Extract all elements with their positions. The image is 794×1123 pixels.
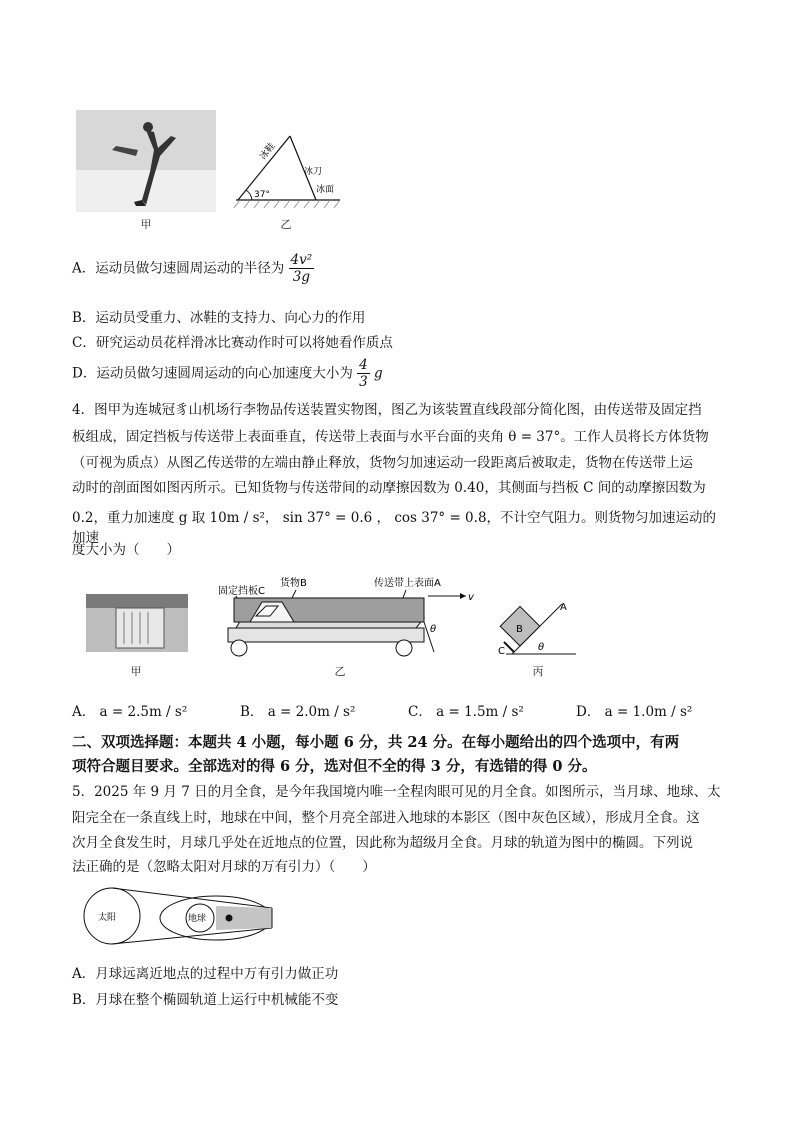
- q4-option-d: D． a = 1.0m / s²: [576, 704, 693, 720]
- q4-line-1: 4．图甲为连城冠豸山机场行李物品传送装置实物图，图乙为该装置直线段部分简化图，由传送带及固定挡: [72, 402, 702, 418]
- plate-label: 固定挡板C: [218, 586, 265, 597]
- q5-option-a: A．月球远离近地点的过程中万有引力做正功: [72, 966, 339, 982]
- q5-option-b: B．月球在整个椭圆轨道上运行中机械能不变: [72, 992, 339, 1008]
- ice-label: 冰面: [316, 185, 335, 195]
- skater-silhouette-icon: [76, 110, 216, 212]
- figure-label-jia: 甲: [140, 218, 152, 231]
- cargo-label: 货物B: [280, 578, 307, 589]
- q4-line-2: 板组成，固定挡板与传送带上表面垂直，传送带上表面与水平台面的夹角 θ = 37°。工作人员将长方体货物: [72, 429, 709, 445]
- q4-figure-label-yi: 乙: [334, 665, 346, 678]
- cross-section-diagram: [490, 596, 580, 658]
- q4-line-5: 0.2，重力加速度 g 取 10m / s²， sin 37° = 0.6 ， cos 37° = 0.8，不计空气阻力。则货物匀加速运动的加速: [72, 510, 717, 546]
- q4-option-c: C． a = 1.5m / s²: [408, 704, 524, 720]
- sun-label: 太阳: [98, 913, 117, 923]
- luggage-icon: [86, 594, 188, 652]
- q4-line-4: 动时的剖面图如图丙所示。已知货物与传送带间的动摩擦因数为 0.40，其侧面与挡板 C 间的动摩擦因数为: [72, 480, 706, 496]
- q4-figure-label-bing: 丙: [532, 665, 544, 678]
- section2-heading-line1: 二、双项选择题：本题共 4 小题，每小题 6 分，共 24 分。在每小题给出的四个选项中，有两: [72, 734, 680, 751]
- q3-option-d: D．运动员做匀速圆周运动的向心加速度大小为 $\frac{4}{3}$ g: [72, 357, 383, 390]
- q4-line-6: 度大小为（ ）: [72, 542, 180, 558]
- q4-figure-label-jia: 甲: [130, 665, 142, 678]
- theta-label-b: θ: [430, 624, 437, 635]
- blade-label: 冰刀: [304, 167, 323, 177]
- eclipse-diagram: [76, 886, 276, 948]
- q5-line-1: 5．2025 年 9 月 7 日的月全食，是今年我国境内唯一全程肉眼可见的月全食。如图所示，当月球、地球、太: [72, 784, 721, 800]
- conveyor-diagram: [206, 572, 476, 662]
- skate-diagram: [228, 120, 348, 215]
- section2-heading-line2: 项符合题目要求。全部选对的得 6 分，选对但不全的得 3 分，有选错的得 0 分。: [72, 758, 597, 775]
- q3-option-a: A．运动员做匀速圆周运动的半径为 $\frac{\text{4v²}}{3g}$: [72, 252, 313, 285]
- q5-line-4: 法正确的是（忽略太阳对月球的万有引力）（ ）: [72, 859, 376, 875]
- skater-photo: [76, 110, 216, 212]
- q4-option-b: B． a = 2.0m / s²: [240, 704, 356, 720]
- shoe-label: 冰鞋: [258, 141, 278, 162]
- plate-c-label: C: [498, 646, 505, 657]
- theta-label-c: θ: [538, 642, 545, 653]
- figure-label-yi: 乙: [280, 218, 292, 231]
- velocity-label: v: [468, 592, 474, 603]
- q5-line-3: 次月全食发生时，月球几乎处在近地点的位置，因此称为超级月全食。月球的轨道为图中的椭圆。下列说: [72, 835, 693, 851]
- q3-option-c: C．研究运动员花样滑冰比赛动作时可以将她看作质点: [72, 335, 393, 351]
- surface-label: 传送带上表面A: [374, 578, 441, 589]
- block-b-label: B: [516, 624, 523, 635]
- earth-label: 地球: [188, 914, 207, 924]
- angle-label: 37°: [254, 190, 270, 200]
- q3-option-b: B．运动员受重力、冰鞋的支持力、向心力的作用: [72, 310, 366, 326]
- q4-line-3: （可视为质点）从图乙传送带的左端由静止释放，货物匀加速运动一段距离后被取走，货物在传送带上运: [72, 455, 693, 471]
- q4-option-a: A． a = 2.5m / s²: [72, 704, 188, 720]
- surface-a-label: A: [560, 602, 567, 613]
- conveyor-photo: [86, 594, 188, 652]
- q5-line-2: 阳完全在一条直线上时，地球在中间，整个月亮全部进入地球的本影区（图中灰色区域），形成月全食。这: [72, 810, 700, 826]
